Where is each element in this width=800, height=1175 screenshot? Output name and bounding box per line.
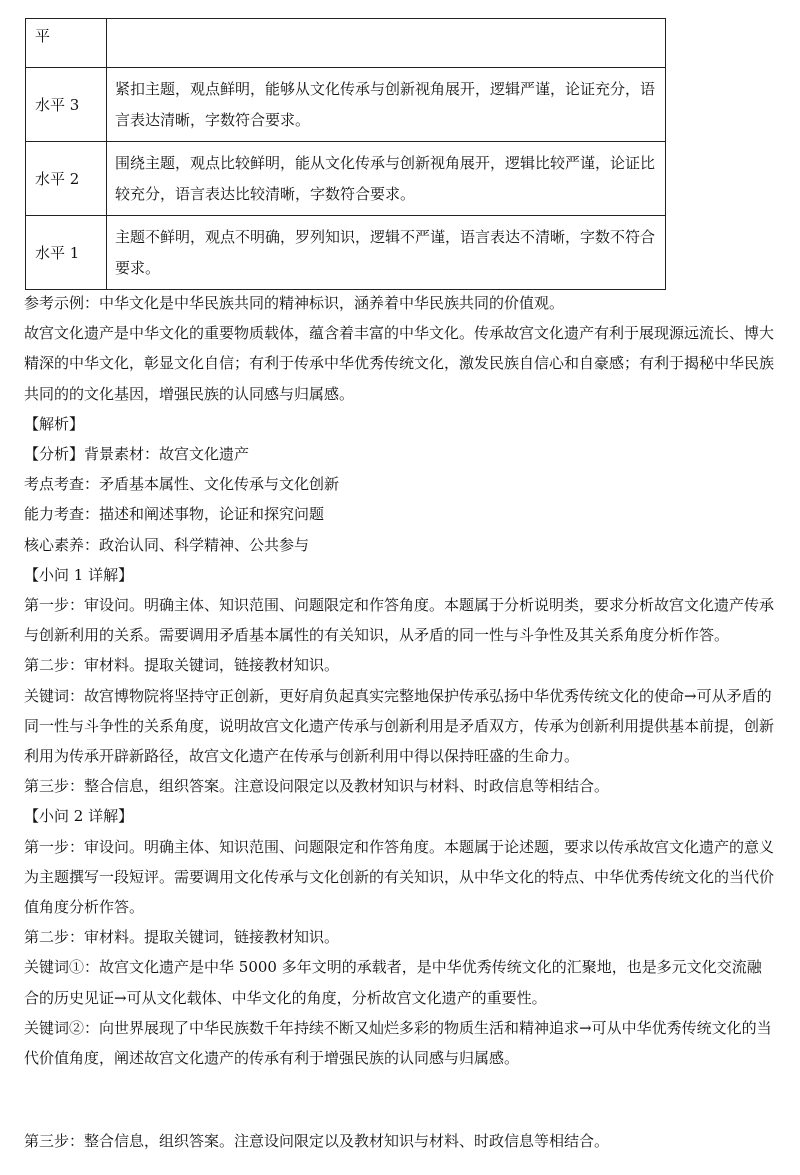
scoring-levels-table [25,18,666,290]
paragraph: 第二步：审材料。提取关键词，链接教材知识。 [24,928,340,947]
level-description [107,19,666,68]
table-row [26,19,666,68]
level-cell: 水平 1 [26,216,107,290]
analysis-line: 考点考查：矛盾基本属性、文化传承与文化创新 [24,475,340,494]
level-description: 紧扣主题，观点鲜明，能够从文化传承与创新视角展开，逻辑严谨，论证充分，语言表达清晰，字数符合要求。 [107,68,666,142]
table-row [26,68,666,142]
level-description: 主题不鲜明，观点不明确，罗列知识，逻辑不严谨，语言表达不清晰，字数不符合要求。 [107,216,666,290]
section-heading: 【小问 1 详解】 [24,565,134,584]
reference-example: 参考示例：中华文化是中华民族共同的精神标识，涵养着中华民族共同的价值观。 [24,294,565,312]
paragraph: 第一步：审设问。明确主体、知识范围、问题限定和作答角度。本题属于论述题，要求以传承故宫文化遗产的意义为主题撰写一段短评。需要调用文化传承与文化创新的有关知识，从中华文化的特点、中华优秀传统文化的当代价值角度分析作答。 [24,837,775,917]
level-cell: 水平 2 [26,142,107,216]
level-cell: 水平 3 [26,68,107,142]
paragraph: 关键词②：向世界展现了中华民族数千年持续不断又灿烂多彩的物质生活和精神追求→可从中华优秀传统文化的当代价值角度，阐述故宫文化遗产的传承有利于增强民族的认同感与归属感。 [24,1018,772,1068]
paragraph: 故宫文化遗产是中华文化的重要物质载体，蕴含着丰富的中华文化。传承故宫文化遗产有利于展现源远流长、博大精深的中华文化，彰显文化自信；有利于传承中华优秀传统文化，激发民族自信心和自豪感；有利于揭秘中华民族共同的的文化基因，增强民族的认同感与归属感。 [24,324,775,403]
paragraph: 第二步：审材料。提取关键词，链接教材知识。 [24,656,340,675]
table-row [26,142,666,216]
cut-off-line [24,1132,776,1156]
paragraph: 第三步：整合信息，组织答案。注意设问限定以及教材知识与材料、时政信息等相结合。 [24,777,610,796]
level-description: 围绕主题，观点比较鲜明，能从文化传承与创新视角展开，逻辑比较严谨，论证比较充分，语言表达比较清晰，字数符合要求。 [107,142,666,216]
analysis-line: 能力考查：描述和阐述事物，论证和探究问题 [24,505,325,524]
analysis-line: 核心素养：政治认同、科学精神、公共参与 [24,535,310,554]
analysis-line: 【分析】背景素材：故宫文化遗产 [24,445,250,464]
paragraph: 关键词：故宫博物院将坚持守正创新，更好肩负起真实完整地保护传承弘扬中华优秀传统文化的使命→可从矛盾的同一性与斗争性的关系角度，说明故宫文化遗产传承与创新利用是矛盾双方，传承为创新利用提供基本前提，创新利用为传承开辟新路径，故宫文化遗产在传承与创新利用中得以保持旺盛的生命力。 [24,686,775,766]
paragraph: 第一步：审设问。明确主体、知识范围、问题限定和作答角度。本题属于分析说明类，要求分析故宫文化遗产传承与创新利用的关系。需要调用矛盾基本属性的有关知识，从矛盾的同一性与斗争性及其关系角度分析作答。 [24,596,775,645]
answer-body [24,288,776,1073]
level-cell: 平 [26,19,107,68]
table-row [26,216,666,290]
paragraph: 第三步：整合信息，组织答案。注意设问限定以及教材知识与材料、时政信息等相结合。 [24,1132,610,1150]
paragraph: 关键词①：故宫文化遗产是中华 5000 多年文明的承载者，是中华优秀传统文化的汇聚地，也是多元文化交流融合的历史见证→可从文化载体、中华文化的角度，分析故宫文化遗产的重要性。 [24,958,762,1007]
section-heading: 【解析】 [24,414,85,433]
section-heading: 【小问 2 详解】 [24,807,134,826]
